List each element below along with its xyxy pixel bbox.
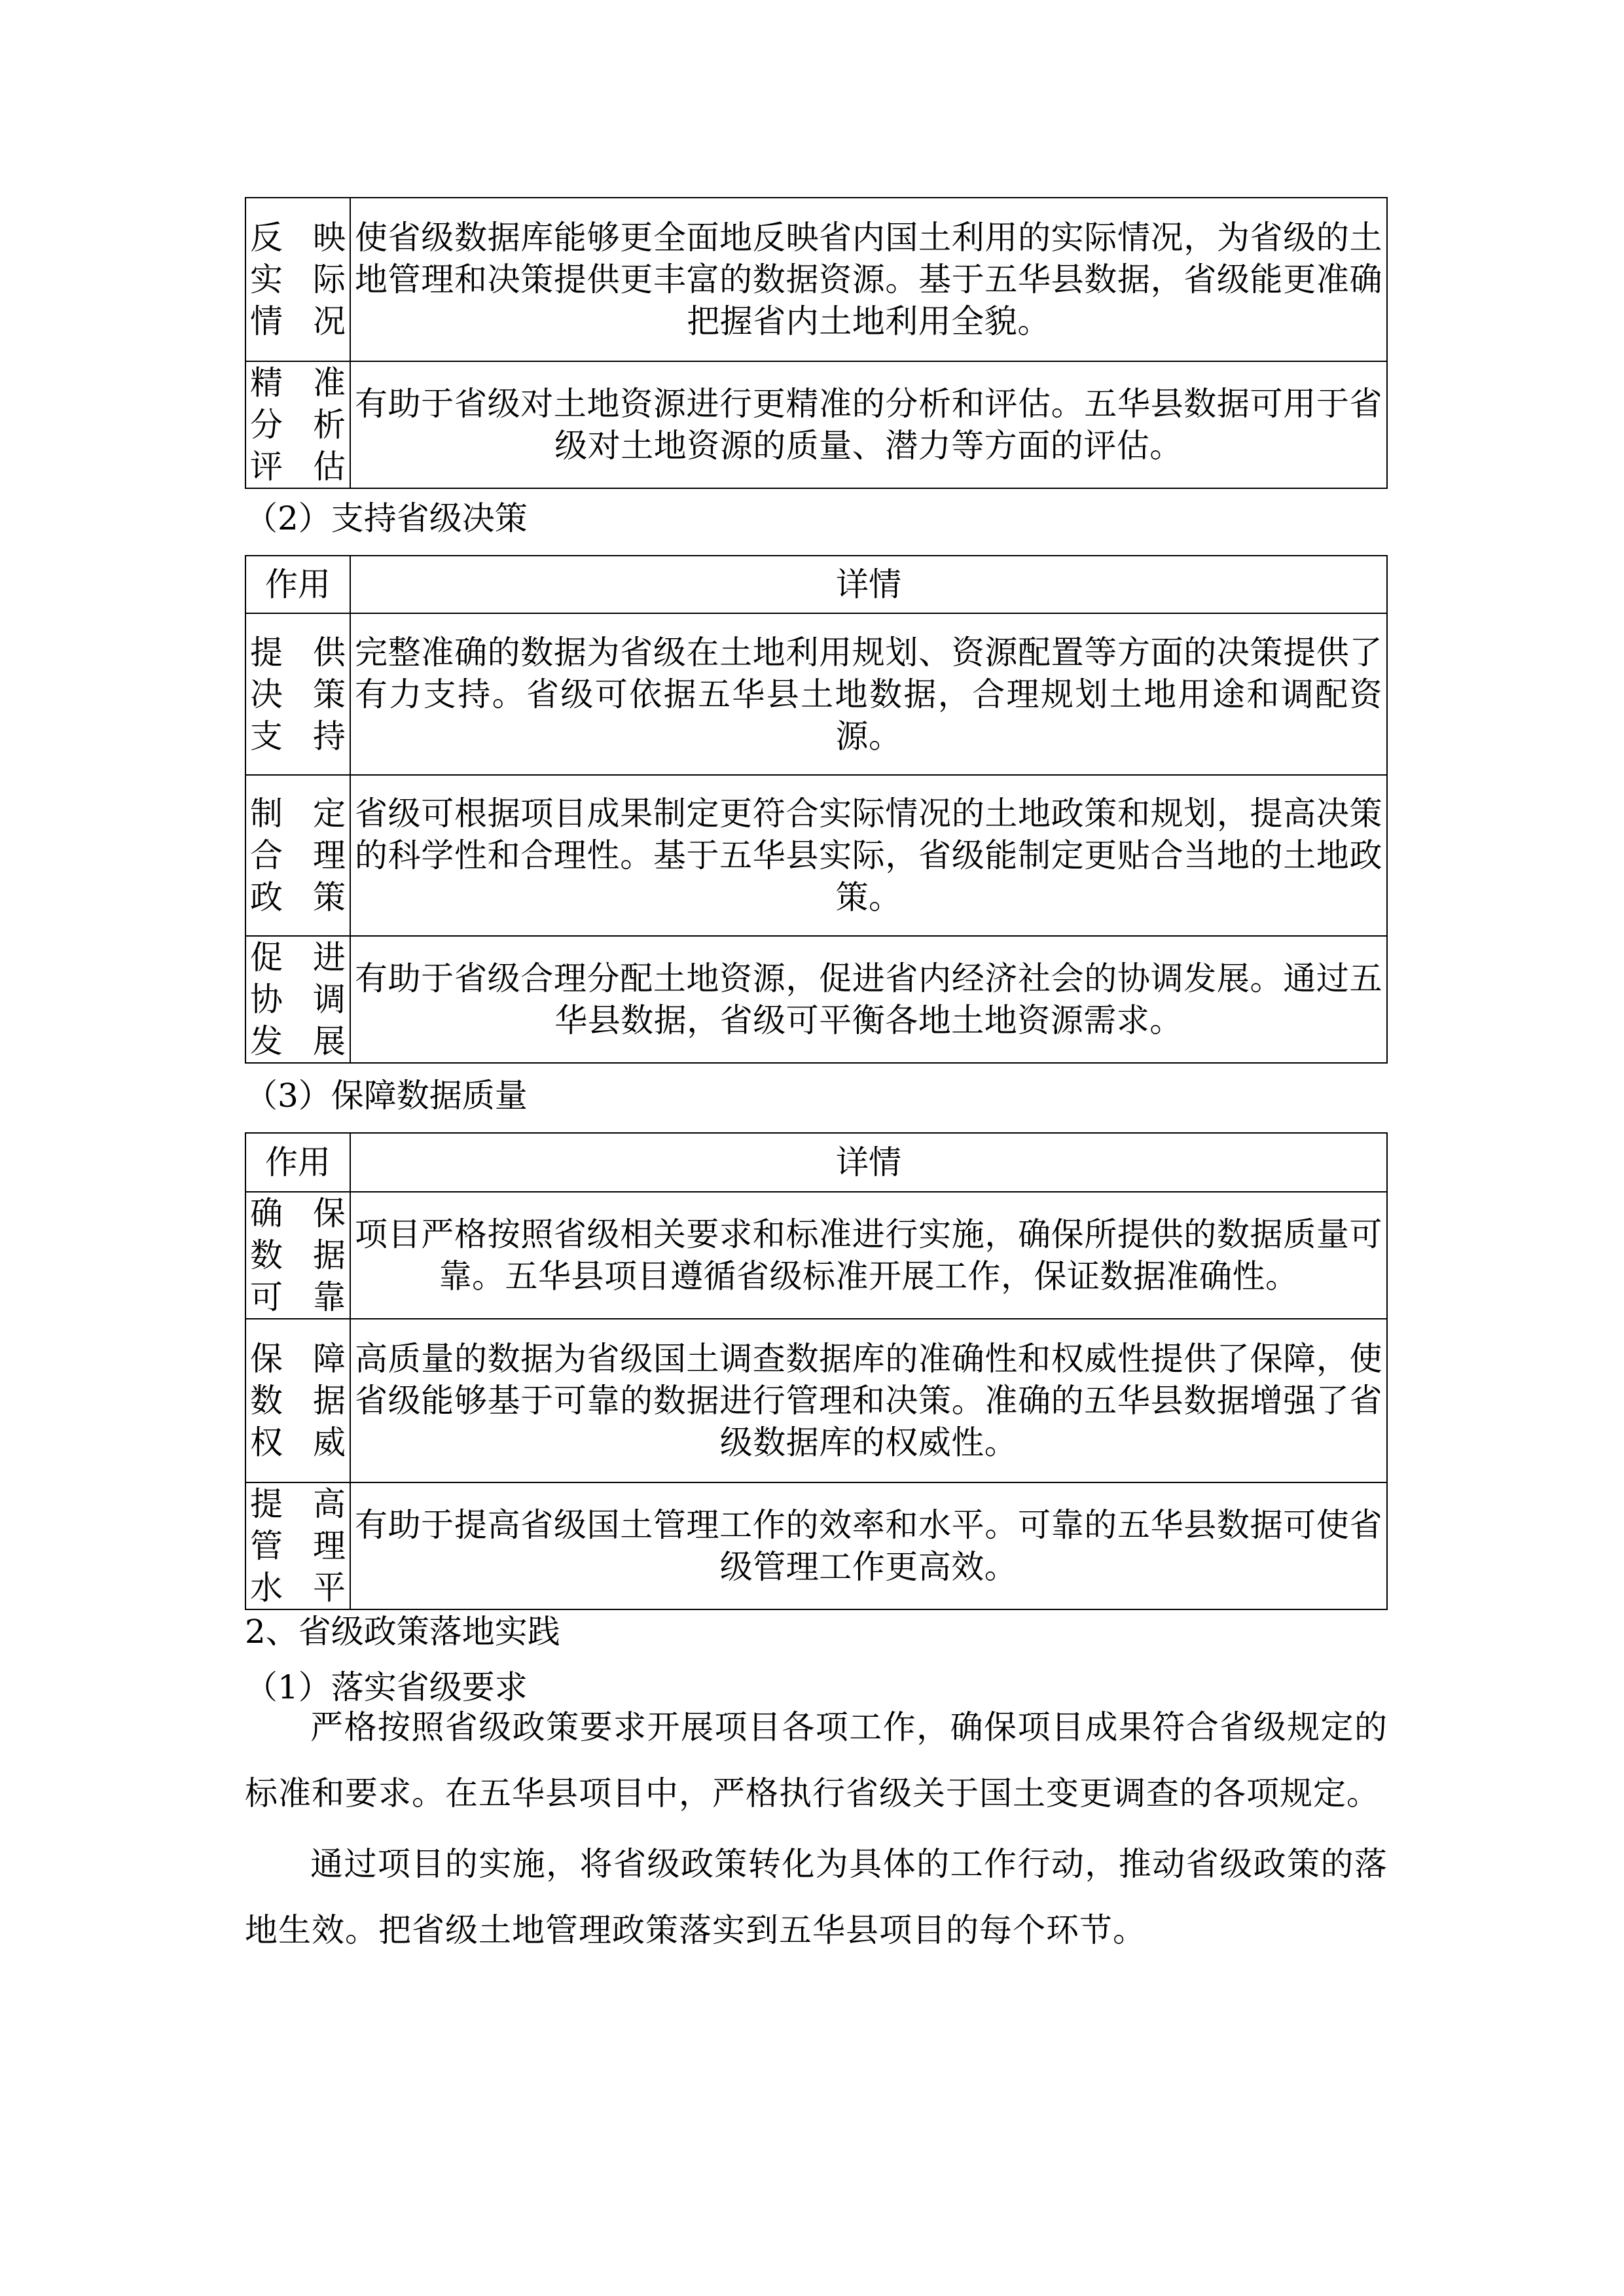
table-row xyxy=(245,361,1387,488)
table-row xyxy=(245,1482,1387,1609)
table-reflect-analysis xyxy=(245,197,1388,489)
role-cell: 保障数据权威 xyxy=(245,1319,350,1482)
table-decision-support xyxy=(245,555,1388,1064)
detail-cell: 完整准确的数据为省级在土地利用规划、资源配置等方面的决策提供了有力支持。省级可依据五华县土地数据，合理规划土地用途和调配资源。 xyxy=(350,613,1387,775)
body-paragraph: 严格按照省级政策要求开展项目各项工作，确保项目成果符合省级规定的标准和要求。在五华县项目中，严格执行省级关于国土变更调查的各项规定。 xyxy=(245,1708,1388,1812)
table-header-row xyxy=(245,556,1387,613)
subsection-heading: （1）落实省级要求 xyxy=(245,1668,528,1706)
section-heading: （3）保障数据质量 xyxy=(245,1077,528,1115)
detail-cell: 高质量的数据为省级国土调查数据库的准确性和权威性提供了保障，使省级能够基于可靠的数据进行管理和决策。准确的五华县数据增强了省级数据库的权威性。 xyxy=(350,1319,1387,1482)
body-paragraph: 通过项目的实施，将省级政策转化为具体的工作行动，推动省级政策的落地生效。把省级土地管理政策落实到五华县项目的每个环节。 xyxy=(245,1845,1388,1949)
table-data-quality xyxy=(245,1132,1388,1610)
table-row xyxy=(245,1192,1387,1319)
detail-cell: 使省级数据库能够更全面地反映省内国土利用的实际情况，为省级的土地管理和决策提供更丰富的数据资源。基于五华县数据，省级能更准确把握省内土地利用全貌。 xyxy=(350,198,1387,361)
header-detail: 详情 xyxy=(350,556,1387,613)
part-heading: 2、省级政策落地实践 xyxy=(245,1613,560,1651)
role-cell: 促进协调发展 xyxy=(245,936,350,1063)
detail-cell: 有助于提高省级国土管理工作的效率和水平。可靠的五华县数据可使省级管理工作更高效。 xyxy=(350,1482,1387,1609)
role-cell: 反映实际情况 xyxy=(245,198,350,361)
detail-cell: 有助于省级对土地资源进行更精准的分析和评估。五华县数据可用于省级对土地资源的质量、潜力等方面的评估。 xyxy=(350,361,1387,488)
table-row xyxy=(245,198,1387,361)
detail-cell: 有助于省级合理分配土地资源，促进省内经济社会的协调发展。通过五华县数据，省级可平衡各地土地资源需求。 xyxy=(350,936,1387,1063)
role-cell: 提供决策支持 xyxy=(245,613,350,775)
header-role: 作用 xyxy=(245,1133,350,1192)
detail-cell: 省级可根据项目成果制定更符合实际情况的土地政策和规划，提高决策的科学性和合理性。基于五华县实际，省级能制定更贴合当地的土地政策。 xyxy=(350,775,1387,936)
table-row xyxy=(245,1319,1387,1482)
header-role: 作用 xyxy=(245,556,350,613)
detail-cell: 项目严格按照省级相关要求和标准进行实施，确保所提供的数据质量可靠。五华县项目遵循省级标准开展工作，保证数据准确性。 xyxy=(350,1192,1387,1319)
role-cell: 提高管理水平 xyxy=(245,1482,350,1609)
table-row xyxy=(245,936,1387,1063)
table-row xyxy=(245,775,1387,936)
section-heading: （2）支持省级决策 xyxy=(245,499,528,537)
role-cell: 精准分析评估 xyxy=(245,361,350,488)
table-row xyxy=(245,613,1387,775)
role-cell: 制定合理政策 xyxy=(245,775,350,936)
header-detail: 详情 xyxy=(350,1133,1387,1192)
table-header-row xyxy=(245,1133,1387,1192)
role-cell: 确保数据可靠 xyxy=(245,1192,350,1319)
